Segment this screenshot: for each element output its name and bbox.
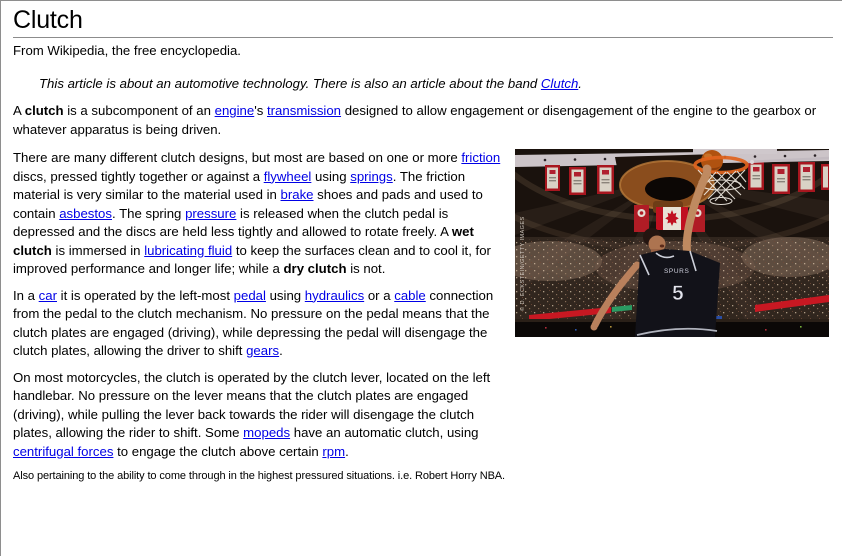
- inline-link[interactable]: mopeds: [243, 425, 291, 440]
- text-run: A: [13, 103, 25, 118]
- text-run: . The spring: [112, 205, 186, 221]
- text-run: On most motorcycles, the clutch is operated by the clutch lever, located on the left handlebar. No pressure on the lever means that the clutch plates are engaged (driving), while pulling the lever back towards the rider will disengage the clutch plates, allowing the rider to shift. Some: [13, 369, 491, 440]
- text-run: 's: [254, 103, 267, 118]
- hatnote: [39, 76, 842, 91]
- text-run: In a: [13, 287, 39, 303]
- spurs-dunk-photo[interactable]: [515, 149, 829, 337]
- banners-left: [545, 165, 614, 195]
- text-run: to engage the clutch above certain: [113, 443, 323, 459]
- inline-link[interactable]: centrifugal forces: [13, 443, 114, 459]
- text-run: shoes and pads and used to contain: [13, 187, 483, 221]
- text-run: .: [279, 343, 283, 358]
- spurs-dunk-illustration: [515, 149, 829, 337]
- canadian-flag-banner: [656, 207, 688, 230]
- jersey-number: 5: [672, 282, 684, 305]
- text-run: is immersed in: [51, 242, 145, 258]
- text-run: it is operated by the left-most: [57, 287, 234, 303]
- note-robert-horry: Also pertaining to the ability to come through in the highest pressured situations. i.e. Robert Horry NBA.: [13, 470, 505, 482]
- inline-link[interactable]: car: [38, 287, 57, 303]
- content-columns: [13, 149, 842, 461]
- inline-link[interactable]: flywheel: [263, 168, 312, 184]
- photo-credit: © D. ECKSTEIN/GETTY IMAGES: [520, 216, 526, 311]
- text-run: There are many different clutch designs, but most are based on one or more: [13, 150, 462, 165]
- text-run: is released when the clutch pedal is depressed and the discs are held less tightly and allowed to rotate freely. A: [13, 205, 452, 239]
- inline-link[interactable]: rpm: [322, 443, 346, 459]
- inline-link[interactable]: gears: [246, 343, 280, 358]
- text-run: .: [578, 76, 582, 91]
- text-run: using: [311, 168, 351, 184]
- paragraph-designs: [13, 149, 513, 279]
- inline-link[interactable]: transmission: [267, 103, 342, 118]
- text-run: .: [345, 443, 349, 459]
- text-run: This article is about an automotive technology. There is also an article about the band: [39, 76, 541, 91]
- inline-link[interactable]: pedal: [233, 287, 266, 303]
- text-run: have an automatic clutch, using: [290, 425, 479, 440]
- jersey-team-label: SPURS: [664, 268, 690, 275]
- text-run: using: [265, 287, 305, 303]
- paragraph-car: [13, 287, 513, 361]
- inline-link[interactable]: asbestos: [59, 205, 112, 221]
- image-column: [515, 149, 829, 337]
- article: [1, 1, 842, 483]
- text-column: [13, 149, 513, 461]
- inline-link[interactable]: springs: [350, 168, 393, 184]
- text-run: or a: [364, 287, 395, 303]
- inline-link[interactable]: brake: [280, 187, 314, 202]
- text-run: is not.: [346, 261, 386, 276]
- inline-link[interactable]: hydraulics: [304, 287, 365, 303]
- text-run: connection from the pedal to the clutch mechanism. No pressure on the pedal means that the clutch plates are engaged (driving), while depressing the pedal will disengage the clutch plates, allowing the driver to shift: [13, 287, 494, 358]
- title-rule: [13, 37, 833, 38]
- paragraph-motorcycles: [13, 369, 513, 462]
- inline-link[interactable]: Clutch: [540, 76, 579, 91]
- text-run: is a subcomponent of an: [63, 103, 215, 118]
- bold-text: clutch: [24, 103, 64, 118]
- text-run: . The friction material is very similar to the material used in: [13, 168, 466, 202]
- paragraph-intro: [13, 102, 819, 139]
- inline-link[interactable]: pressure: [185, 205, 237, 221]
- inline-link[interactable]: friction: [461, 150, 501, 165]
- inline-link[interactable]: engine: [214, 103, 255, 118]
- text-run: designed to allow engagement or disengagement of the engine to the gearbox or whatever apparatus is being driven.: [13, 103, 817, 137]
- text-run: to keep the surfaces clean and to cool it, for improved performance and longer life; while a: [13, 242, 491, 276]
- site-tagline: From Wikipedia, the free encyclopedia.: [13, 43, 241, 58]
- article-title: Clutch: [13, 6, 83, 34]
- inline-link[interactable]: lubricating fluid: [144, 242, 233, 258]
- text-run: discs, pressed tightly together or against a: [13, 168, 264, 184]
- inline-link[interactable]: cable: [394, 287, 426, 303]
- bold-text: wet clutch: [13, 224, 474, 258]
- bold-text: dry clutch: [283, 261, 347, 276]
